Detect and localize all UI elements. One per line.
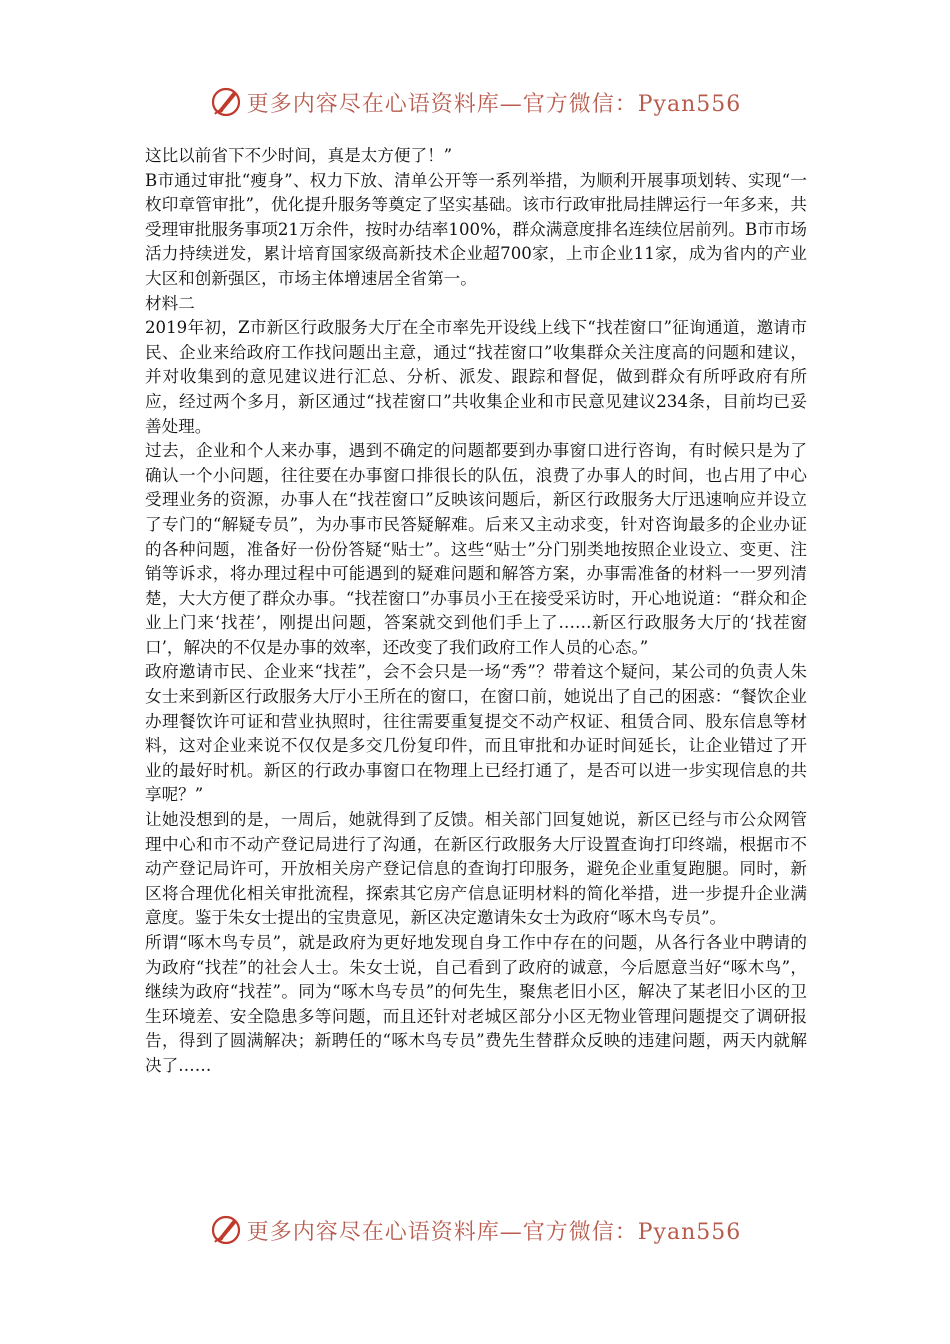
paragraph: 过去，企业和个人来办事，遇到不确定的问题都要到办事窗口进行咨询，有时候只是为了确认一个小问题，往往要在办事窗口排很长的队伍，浪费了办事人的时间，也占用了中心受理业务的资源，办事人在“找茬窗口”反映该问题后，新区行政服务大厅迅速响应并设立了专门的“解疑专员”，为办事市民答疑解难。后来又主动求变，针对咨询最多的企业办证的各种问题，准备好一份份答疑“贴士”。这些“贴士”分门别类地按照企业设立、变更、注销等诉求，将办理过程中可能遇到的疑难问题和解答方案，办事需准备的材料一一罗列清楚，大大方便了群众办事。“找茬窗口”办事员小王在接受采访时，开心地说道：“群众和企业上门来‘找茬’，刚提出问题，答案就交到他们手上了……新区行政服务大厅的‘找茬窗口’，解决的不仅是办事的效率，还改变了我们政府工作人员的心态。” (145, 441, 807, 657)
paragraph: 2019年初，Z市新区行政服务大厅在全市率先开设线上线下“找茬窗口”征询通道，邀请市民、企业来给政府工作找问题出主意，通过“找茬窗口”收集群众关注度高的问题和建议，并对收集到的意见建议进行汇总、分析、派发、跟踪和督促，做到群众有所呼政府有所应，经过两个多月，新区通过“找茬窗口”共收集企业和市民意见建议234条，目前均已妥善处理。 (145, 318, 807, 436)
section-heading: 材料二 (145, 293, 195, 313)
watermark-text: 更多内容尽在心语资料库—官方微信：Pyan556 (246, 91, 742, 117)
paragraph: B市通过审批“瘦身”、权力下放、清单公开等一系列举措，为顺利开展事项划转、实现“一枚印章管审批”，优化提升服务等奠定了坚实基础。该市行政审批局挂牌运行一年多来，共受理审批服务事项21万余件，按时办结率100%，群众满意度排名连续位居前列。B市市场活力持续迸发，累计培育国家级高新技术企业超700家，上市企业11家，成为省内的产业大区和创新强区，市场主体增速居全省第一。 (145, 170, 807, 288)
paragraph: 所谓“啄木鸟专员”，就是政府为更好地发现自身工作中存在的问题，从各行各业中聘请的为政府“找茬”的社会人士。朱女士说，自己看到了政府的诚意，今后愿意当好“啄木鸟”，继续为政府“找茬”。同为“啄木鸟专员”的何先生，聚焦老旧小区，解决了某老旧小区的卫生环境差、安全隐患多等问题，而且还针对老城区部分小区无物业管理问题提交了调研报告，得到了圆满解决；新聘任的“啄木鸟专员”费先生替群众反映的违建问题，两天内就解决了…… (145, 933, 807, 1075)
watermark-text: 更多内容尽在心语资料库—官方微信：Pyan556 (246, 1219, 742, 1245)
footer-watermark-banner (0, 1210, 950, 1250)
document-body (145, 144, 807, 1079)
pen-logo-icon (209, 1213, 243, 1247)
header-watermark-banner (0, 82, 950, 122)
paragraph: 这比以前省下不少时间，真是太方便了！” (145, 146, 453, 165)
paragraph: 政府邀请市民、企业来“找茬”，会不会只是一场“秀”？带着这个疑问，某公司的负责人朱女士来到新区行政服务大厅小王所在的窗口，在窗口前，她说出了自己的困惑：“餐饮企业办理餐饮许可证和营业执照时，往往需要重复提交不动产权证、租赁合同、股东信息等材料，这对企业来说不仅仅是多交几份复印件，而且审批和办证时间延长，让企业错过了开业的最好时机。新区的行政办事窗口在物理上已经打通了，是否可以进一步实现信息的共享呢？” (145, 662, 807, 805)
pen-logo-icon (209, 85, 243, 119)
paragraph: 让她没想到的是，一周后，她就得到了反馈。相关部门回复她说，新区已经与市公众网管理中心和市不动产登记局进行了沟通，在新区行政服务大厅设置查询打印终端，根据市不动产登记局许可，开放相关房产登记信息的查询打印服务，避免企业重复跑腿。同时，新区将合理优化相关审批流程，探索其它房产信息证明材料的简化举措，进一步提升企业满意度。鉴于朱女士提出的宝贵意见，新区决定邀请朱女士为政府“啄木鸟专员”。 (145, 810, 807, 928)
